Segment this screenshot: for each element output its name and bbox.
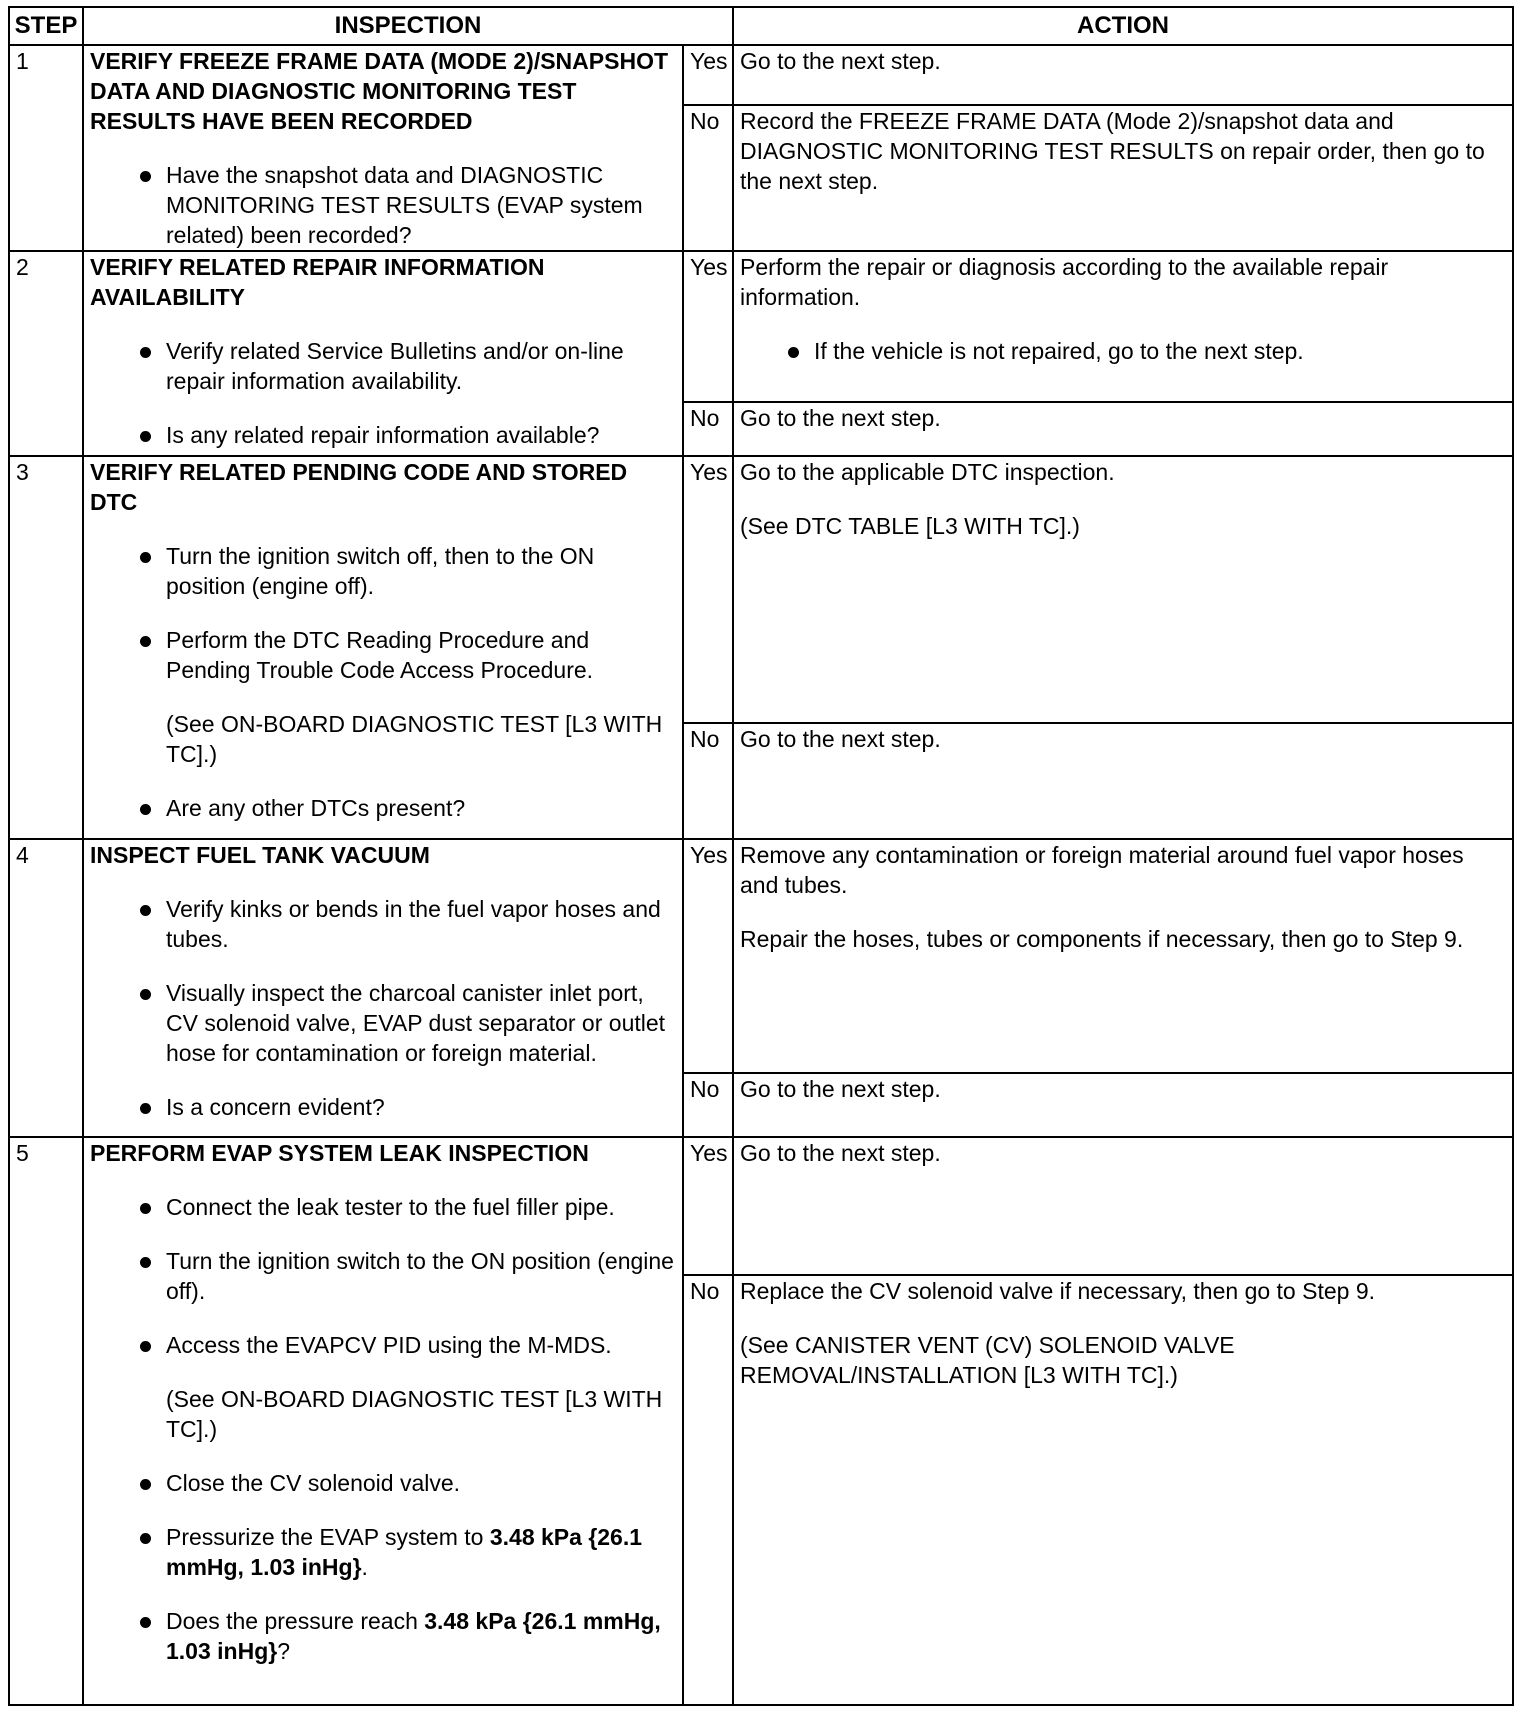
table-row xyxy=(9,839,1513,1073)
bullet-icon xyxy=(140,905,151,916)
bullet-icon xyxy=(140,1257,151,1268)
inspection-bullets xyxy=(90,1192,676,1360)
list-item: Turn the ignition switch to the ON position (engine off). xyxy=(130,1246,676,1306)
no-label: No xyxy=(683,402,733,456)
bullet-icon xyxy=(140,171,151,182)
yes-label: Yes xyxy=(683,1137,733,1275)
list-item: Visually inspect the charcoal canister inlet port, CV solenoid valve, EVAP dust separator or outlet hose for contamination or foreign material. xyxy=(130,978,676,1068)
yes-label: Yes xyxy=(683,839,733,1073)
step-number: 1 xyxy=(9,45,83,251)
no-action: Go to the next step. xyxy=(733,402,1513,456)
inspection-bullets xyxy=(90,894,676,1122)
list-item: Turn the ignition switch off, then to the ON position (engine off). xyxy=(130,541,676,601)
list-item: Pressurize the EVAP system to 3.48 kPa {26.1 mmHg, 1.03 inHg}. xyxy=(130,1522,676,1582)
inspection-title: PERFORM EVAP SYSTEM LEAK INSPECTION xyxy=(90,1140,589,1166)
pressure-spec: 3.48 kPa {26.1 mmHg, 1.03 inHg} xyxy=(166,1524,643,1580)
step-number: 2 xyxy=(9,251,83,456)
inspection-bullets xyxy=(90,793,676,823)
header-inspection: INSPECTION xyxy=(83,7,733,45)
inspection-bullets xyxy=(90,336,676,450)
bullet-icon xyxy=(140,1341,151,1352)
inspection-title: VERIFY RELATED REPAIR INFORMATION AVAILABILITY xyxy=(90,254,545,310)
table-row xyxy=(9,45,1513,105)
bullet-icon xyxy=(140,552,151,563)
no-action: Record the FREEZE FRAME DATA (Mode 2)/snapshot data and DIAGNOSTIC MONITORING TEST RESULTS on repair order, then go to the next step. xyxy=(733,105,1513,251)
list-item: Does the pressure reach 3.48 kPa {26.1 mmHg, 1.03 inHg}? xyxy=(130,1606,676,1666)
diagnostic-procedure-table xyxy=(8,6,1514,1706)
yes-label: Yes xyxy=(683,45,733,105)
yes-action: Go to the next step. xyxy=(733,45,1513,105)
table-row xyxy=(9,251,1513,402)
inspection-title: VERIFY FREEZE FRAME DATA (MODE 2)/SNAPSHOT DATA AND DIAGNOSTIC MONITORING TEST RESULTS HAVE BEEN RECORDED xyxy=(90,48,669,134)
yes-action: Go to the next step. xyxy=(733,1137,1513,1275)
inspection-bullets xyxy=(90,1468,676,1666)
list-item: Connect the leak tester to the fuel filler pipe. xyxy=(130,1192,676,1222)
list-item: Are any other DTCs present? xyxy=(130,793,676,823)
inspection-cell xyxy=(83,839,683,1137)
header-step: STEP xyxy=(9,7,83,45)
yes-label: Yes xyxy=(683,251,733,402)
no-label: No xyxy=(683,1073,733,1137)
list-item: Close the CV solenoid valve. xyxy=(130,1468,676,1498)
inspection-cell xyxy=(83,251,683,456)
bullet-icon xyxy=(140,1479,151,1490)
inspection-bullets xyxy=(90,160,676,250)
bullet-icon xyxy=(788,347,799,358)
list-item: If the vehicle is not repaired, go to the next step. xyxy=(778,336,1506,366)
bullet-icon xyxy=(140,989,151,1000)
no-label: No xyxy=(683,105,733,251)
yes-action: Perform the repair or diagnosis according to the available repair information. If the vehicle is not repaired, go to the next step. xyxy=(733,251,1513,402)
table-header-row xyxy=(9,7,1513,45)
no-action: Replace the CV solenoid valve if necessary, then go to Step 9. (See CANISTER VENT (CV) SOLENOID VALVE REMOVAL/INSTALLATION [L3 WITH TC].) xyxy=(733,1275,1513,1705)
yes-action: Remove any contamination or foreign material around fuel vapor hoses and tubes. Repair the hoses, tubes or components if necessary, then go to Step 9. xyxy=(733,839,1513,1073)
bullet-icon xyxy=(140,804,151,815)
no-label: No xyxy=(683,1275,733,1705)
list-item: Is a concern evident? xyxy=(130,1092,676,1122)
yes-action: Go to the applicable DTC inspection. (See DTC TABLE [L3 WITH TC].) xyxy=(733,456,1513,723)
table-row xyxy=(9,456,1513,723)
table-row xyxy=(9,1137,1513,1275)
list-item: Is any related repair information available? xyxy=(130,420,676,450)
yes-label: Yes xyxy=(683,456,733,723)
list-item: Verify related Service Bulletins and/or on-line repair information availability. xyxy=(130,336,676,396)
pressure-spec: 3.48 kPa {26.1 mmHg, 1.03 inHg} xyxy=(166,1608,661,1664)
inspection-bullets xyxy=(90,541,676,685)
reference-text: (See ON-BOARD DIAGNOSTIC TEST [L3 WITH TC].) xyxy=(166,1386,663,1442)
bullet-icon xyxy=(140,1103,151,1114)
inspection-title: VERIFY RELATED PENDING CODE AND STORED DTC xyxy=(90,459,628,515)
no-label: No xyxy=(683,723,733,839)
bullet-icon xyxy=(140,347,151,358)
step-number: 4 xyxy=(9,839,83,1137)
inspection-cell xyxy=(83,45,683,251)
no-action: Go to the next step. xyxy=(733,1073,1513,1137)
inspection-cell xyxy=(83,1137,683,1705)
list-item: Access the EVAPCV PID using the M-MDS. xyxy=(130,1330,676,1360)
bullet-icon xyxy=(140,636,151,647)
reference-text: (See ON-BOARD DIAGNOSTIC TEST [L3 WITH TC].) xyxy=(166,711,663,767)
list-item: Verify kinks or bends in the fuel vapor hoses and tubes. xyxy=(130,894,676,954)
step-number: 5 xyxy=(9,1137,83,1705)
bullet-icon xyxy=(140,1617,151,1628)
bullet-icon xyxy=(140,431,151,442)
bullet-icon xyxy=(140,1203,151,1214)
inspection-title: INSPECT FUEL TANK VACUUM xyxy=(90,842,430,868)
list-item: Perform the DTC Reading Procedure and Pending Trouble Code Access Procedure. xyxy=(130,625,676,685)
inspection-cell xyxy=(83,456,683,839)
bullet-icon xyxy=(140,1533,151,1544)
no-action: Go to the next step. xyxy=(733,723,1513,839)
list-item: Have the snapshot data and DIAGNOSTIC MONITORING TEST RESULTS (EVAP system related) been recorded? xyxy=(130,160,676,250)
header-action: ACTION xyxy=(733,7,1513,45)
step-number: 3 xyxy=(9,456,83,839)
